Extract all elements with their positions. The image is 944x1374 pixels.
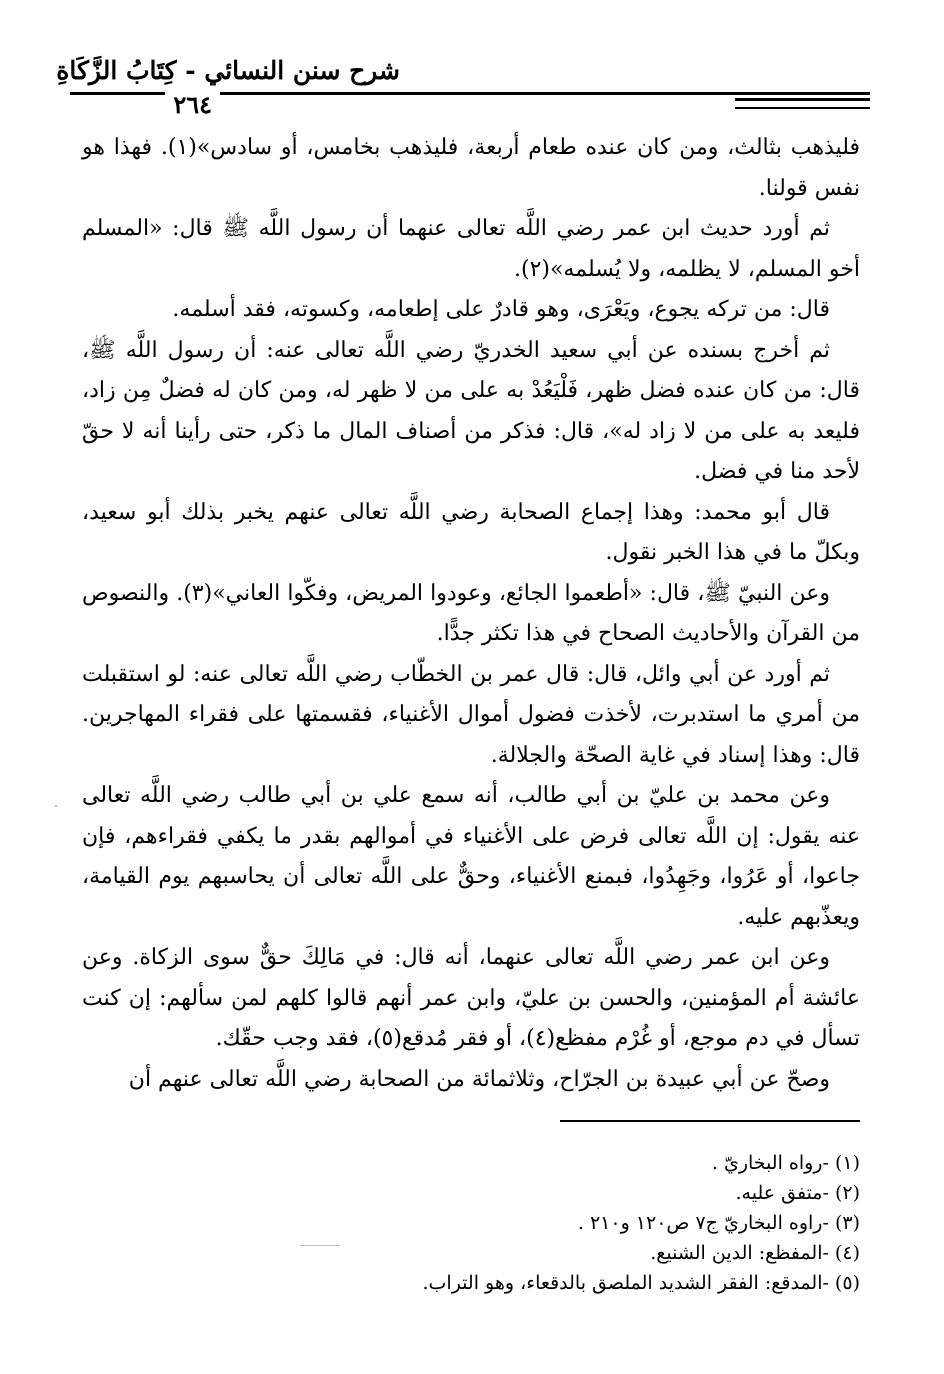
paragraph: وعن ابن عمر رضي اللَّه تعالى عنهما، أنه قال: في مَالِكَ حقٌّ سوى الزكاة. وعن عائشة أم المؤمنين، والحسن بن عليّ، وابن عمر أنهم قالوا كلهم لمن سألهم: إن كنت تسأل في دم موجع، أو غُرْم مفظع(٤)، أو فقر مُدقع(٥)، فقد وجب حقّك. bbox=[82, 945, 860, 1051]
paragraph: ثم أورد حديث ابن عمر رضي اللَّه تعالى عنهما أن رسول اللَّه ﷺ قال: «المسلم أخو المسلم، لا يظلمه، ولا يُسلمه»(٢). bbox=[82, 216, 860, 282]
paragraph: ثم أورد عن أبي وائل، قال: قال عمر بن الخطّاب رضي اللَّه تعالى عنه: لو استقبلت من أمري ما استدبرت، لأخذت فضول أموال الأغنياء، فقسمتها على فقراء المهاجرين. قال: وهذا إسناد في غاية الصحّة والجلالة. bbox=[82, 661, 860, 768]
paragraph: ثم أخرج بسنده عن أبي سعيد الخدريّ رضي اللَّه تعالى عنه: أن رسول اللَّه ﷺ، قال: من كان عنده فضل ظهر، فَلْيَعُدْ به على من لا ظهر له، ومن كان له فضلٌ مِن زاد، فليعد به على من لا زاد له»، قال: فذكر من أصناف المال ما ذكر، حتى رأينا أنه لا حقّ لأحد منا في فضل. bbox=[82, 337, 860, 484]
page-header bbox=[56, 52, 870, 119]
footnote-item: (٢) -متفق عليه. bbox=[735, 1182, 860, 1204]
paragraph: فليذهب بثالث، ومن كان عنده طعام أربعة، فليذهب بخامس، أو سادس»(١). فهذا هو نفس قولنا. bbox=[82, 135, 860, 201]
footnotes bbox=[160, 1148, 860, 1298]
footnote-item: (٥) -المدقع: الفقر الشديد الملصق بالدقعاء، وهو التراب. bbox=[422, 1272, 860, 1294]
paragraph: قال أبو محمد: وهذا إجماع الصحابة رضي اللَّه تعالى عنهم يخبر بذلك أبو سعيد، وبكلّ ما في هذا الخبر نقول. bbox=[82, 499, 860, 565]
paragraph: وصحّ عن أبي عبيدة بن الجرّاح، وثلاثمائة من الصحابة رضي اللَّه تعالى عنهم أن bbox=[128, 1066, 830, 1092]
paragraph: قال: من تركه يجوع، ويَعْرَى، وهو قادرٌ على إطعامه، وكسوته، فقد أسلمه. bbox=[172, 297, 830, 322]
paragraph: وعن النبيّ ﷺ، قال: «أطعموا الجائع، وعودوا المريض، وفكّوا العاني»(٣). والنصوص من القرآن والأحاديث الصحاح في هذا تكثر جدًّا. bbox=[82, 580, 860, 646]
footnote-separator bbox=[560, 1120, 860, 1122]
header-double-rule bbox=[735, 98, 870, 109]
running-title: شرح سنن النسائي - كِتَابُ الزَّكَاةِ bbox=[56, 56, 400, 85]
page-number: ٢٦٤ bbox=[165, 90, 220, 119]
scan-speck bbox=[55, 805, 57, 807]
footnote-item: (٣) -راوه البخاريّ ج٧ ص١٢٠ و٢١٠ . bbox=[577, 1212, 860, 1234]
main-text bbox=[82, 128, 860, 1100]
footnote-item: (٤) -المفظع: الدين الشنيع. bbox=[650, 1242, 860, 1264]
footnote-item: (١) -رواه البخاريّ . bbox=[711, 1152, 860, 1174]
paragraph: وعن محمد بن عليّ بن أبي طالب، أنه سمع علي بن أبي طالب رضي اللَّه تعالى عنه يقول: إن اللَّه تعالى فرض على الأغنياء في أموالهم بقدر ما يكفي فقراءهم، فإن جاعوا، أو عَرُوا، وجَهِدُوا، فبمنع الأغنياء، وحقٌّ على اللَّه تعالى أن يحاسبهم يوم القيامة، ويعذّبهم عليه. bbox=[82, 783, 860, 930]
scan-speck bbox=[300, 1245, 340, 1246]
